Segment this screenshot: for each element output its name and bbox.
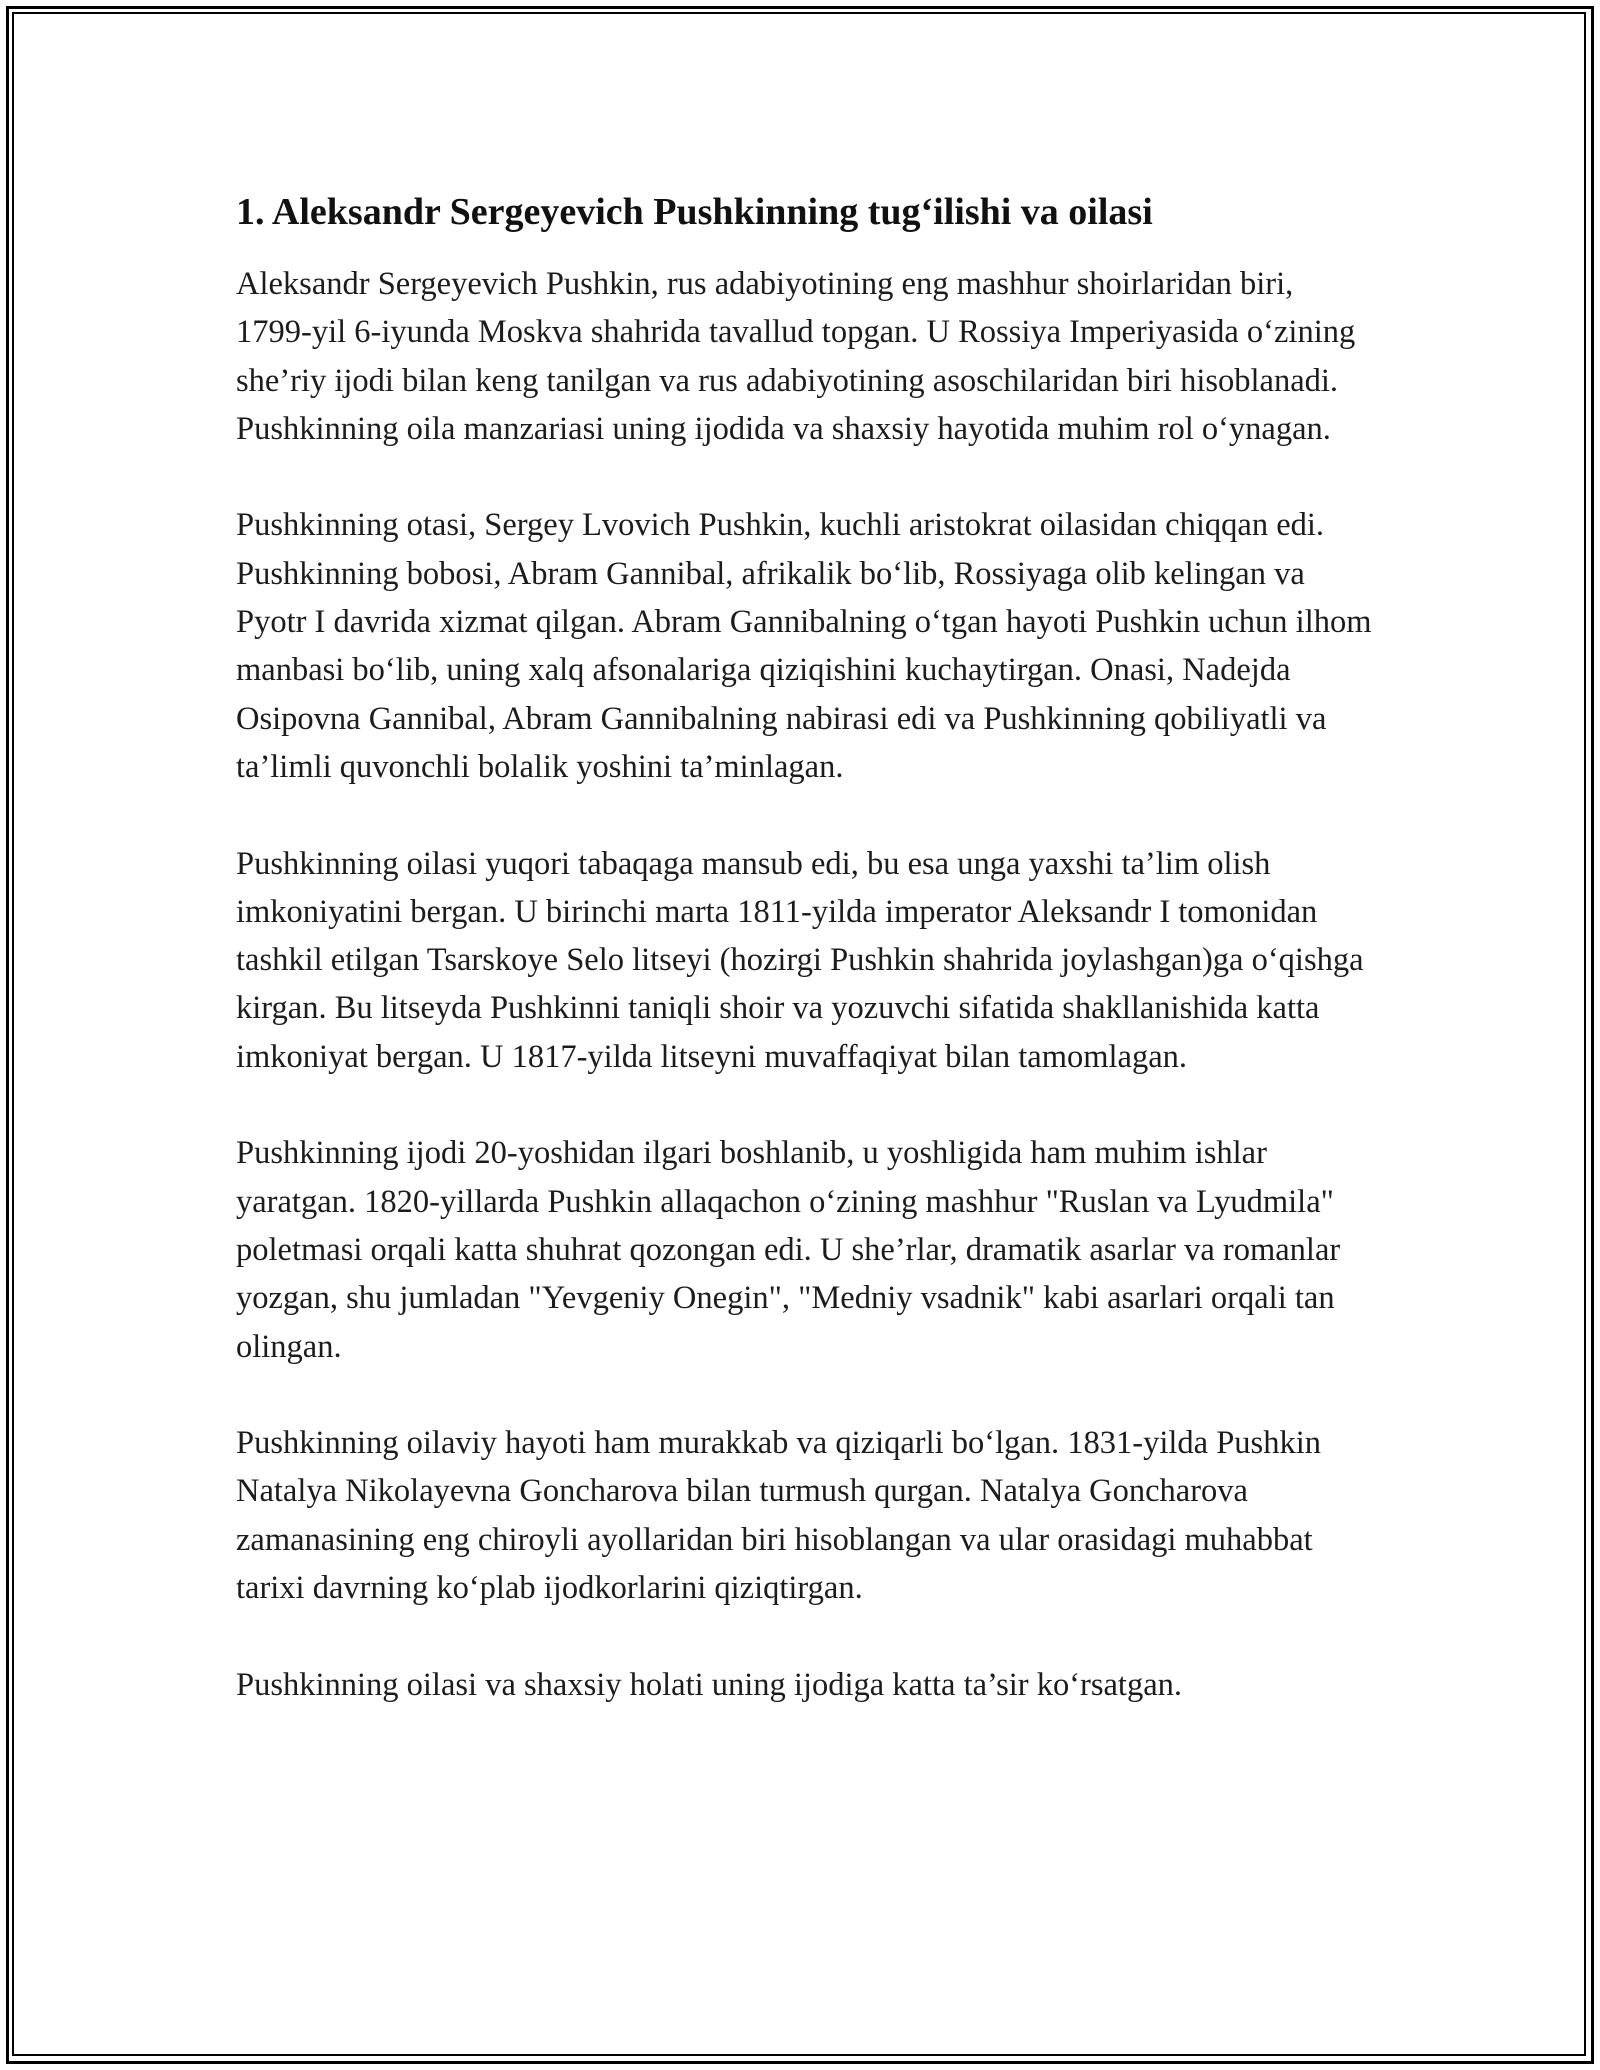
paragraph-conclusion: Pushkinning oilasi va shaxsiy holati uning ijodiga katta ta’sir ko‘rsatgan. (236, 1666, 1182, 1703)
paragraph-education: Pushkinning oilasi yuqori tabaqaga mansub edi, bu esa unga yaxshi ta’lim olish imkoniyatini bergan. U birinchi marta 1811-yilda imperator Aleksandr I tomonidan tashkil etilgan Tsarskoye Selo litseyi (hozirgi Pushkin shahrida joylashgan)ga o‘qishga kirgan. Bu litseyda Pushkinni taniqli shoir va yozuvchi sifatida shakllanishida katta imkoniyat bergan. U 1817-yilda litseyni muvaffaqiyat bilan tamomlagan. (236, 845, 1364, 1075)
section-heading: 1. Aleksandr Sergeyevich Pushkinning tug‘ilishi va oilasi (236, 191, 1153, 233)
paragraph-birth: Aleksandr Sergeyevich Pushkin, rus adabiyotining eng mashhur shoirlaridan biri, 1799-yil 6-iyunda Moskva shahrida tavallud topgan. U Rossiya Imperiyasida o‘zining she’riy ijodi bilan keng tanilgan va rus adabiyotining asoschilaridan biri hisoblanadi. Pushkinning oila manzariasi uning ijodida va shaxsiy hayotida muhim rol o‘ynagan. (236, 266, 1356, 447)
paragraph-early-works: Pushkinning ijodi 20-yoshidan ilgari boshlanib, u yoshligida ham muhim ishlar yaratgan. 1820-yillarda Pushkin allaqachon o‘zining mashhur "Ruslan va Lyudmila" poletmasi orqali katta shuhrat qozongan edi. U she’rlar, dramatik asarlar va romanlar yozgan, shu jumladan "Yevgeniy Onegin", "Medniy vsadnik" kabi asarlari orqali tan olingan. (236, 1135, 1341, 1365)
paragraph-marriage: Pushkinning oilaviy hayoti ham murakkab va qiziqarli bo‘lgan. 1831-yilda Pushkin Natalya Nikolayevna Goncharova bilan turmush qurgan. Natalya Goncharova zamanasining eng chiroyli ayollaridan biri hisoblangan va ular orasidagi muhabbat tarixi davrning ko‘plab ijodkorlarini qiziqtirgan. (236, 1425, 1321, 1607)
paragraph-parents: Pushkinning otasi, Sergey Lvovich Pushkin, kuchli aristokrat oilasidan chiqqan edi. Pushkinning bobosi, Abram Gannibal, afrikalik bo‘lib, Rossiyaga olib kelingan va Pyotr I davrida xizmat qilgan. Abram Gannibalning o‘tgan hayoti Pushkin uchun ilhom manbasi bo‘lib, uning xalq afsonalariga qiziqishini kuchaytirgan. Onasi, Nadejda Osipovna Gannibal, Abram Gannibalning nabirasi edi va Pushkinning qobiliyatli va ta’limli quvonchli bolalik yoshini ta’minlagan. (236, 507, 1372, 785)
document-body (236, 188, 1376, 1757)
